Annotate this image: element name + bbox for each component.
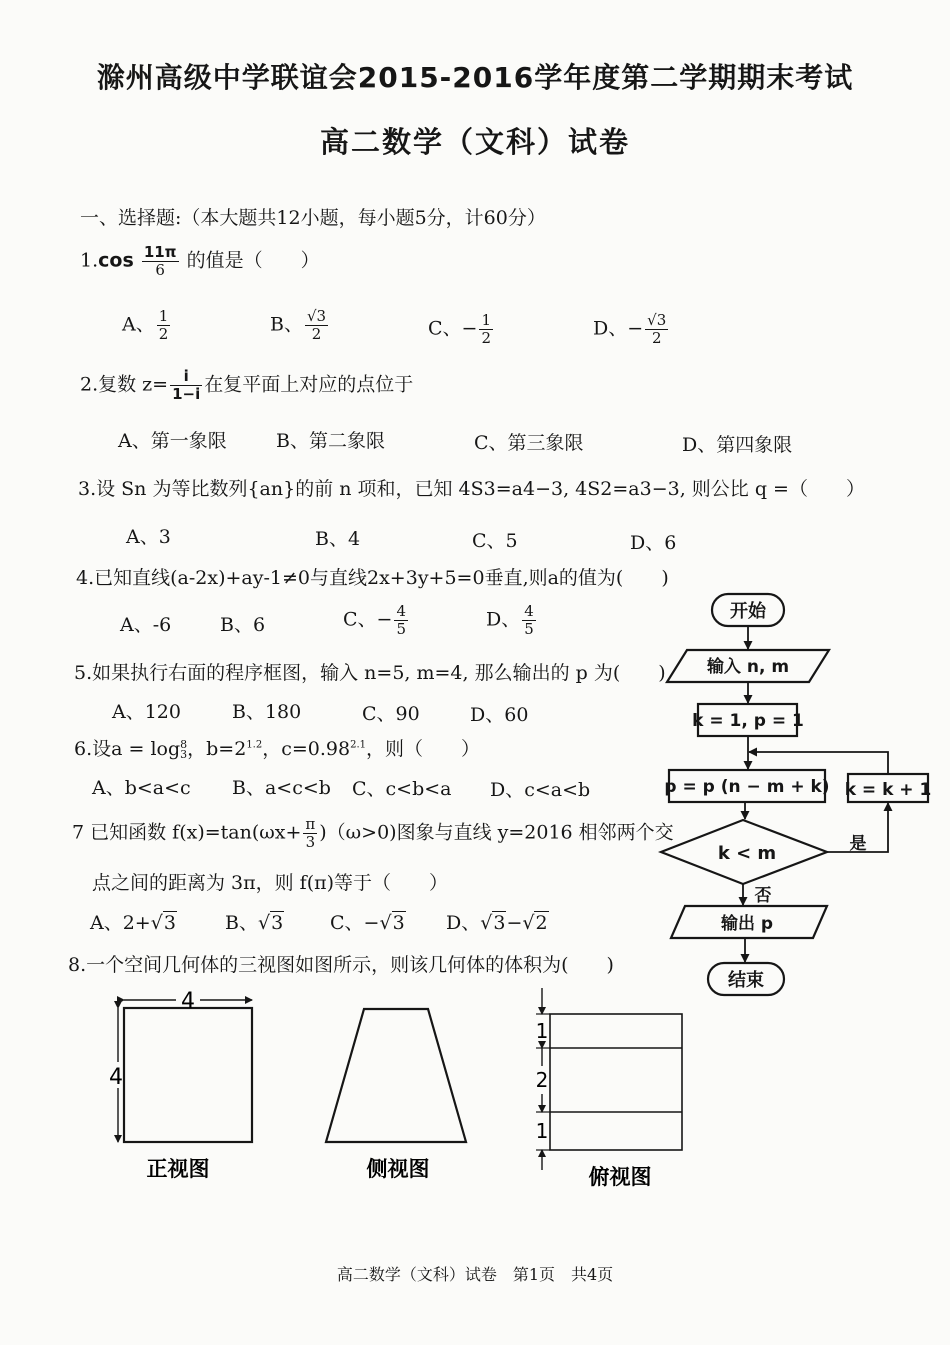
q1-opt-a-label: A、 [122,313,155,336]
q7-option-d: D、√3−√2 [446,912,548,934]
q1-tail: 的值是（ ） [186,249,320,272]
q4-c-num: 4 [396,602,407,620]
q4-opt-c-frac [394,603,408,638]
q1-opt-c-frac [479,312,493,347]
q1-opt-d-frac [645,312,668,347]
q4-opt-c-label: C、− [343,608,393,631]
q6-b-exp: 1.2 [246,739,263,751]
q1-opt-b-label: B、 [270,313,303,336]
q1-frac-num: 11π [143,243,177,261]
q1-option-d [593,312,670,347]
front-view [109,989,252,1142]
top-dim-seg2: 2 [535,1068,549,1092]
q4-d-num: 4 [524,602,534,620]
q1-number: 1. [80,249,99,272]
q7-d-pre: D、 [446,912,481,934]
section-heading: 一、选择题:（本大题共12小题，每小题5分，计60分） [80,207,546,229]
three-view-diagram [90,980,710,1195]
q7-d-mid: − [506,912,523,934]
question-1 [80,244,320,279]
q3-option-a: A、3 [126,526,171,548]
q4-c-den: 5 [396,620,407,638]
q7-d-rad2: 2 [535,912,548,934]
q6-option-a: A、b<a<c [92,777,191,799]
flow-condition-text: k < m [717,843,777,864]
flow-init-text: k = 1, p = 1 [692,711,804,731]
q1-d-num: √3 [647,311,667,329]
q4-d-den: 5 [524,620,534,638]
flow-increment-text: k = k + 1 [844,780,932,800]
flow-end-text: 结束 [728,970,764,991]
q7-frac-den: 3 [305,833,316,851]
q2-option-a: A、第一象限 [118,430,227,452]
side-view-trapezoid [326,1009,466,1142]
q6-option-d: D、c<a<b [490,779,591,801]
q1-a-num: 1 [158,307,169,325]
flowchart [655,588,940,1000]
q6-b-text: ，b=2 [187,738,247,760]
flow-input-text: 输入 n, m [706,657,790,677]
q1-frac-den: 6 [155,261,165,279]
top-dim-seg1: 1 [535,1019,549,1043]
q7-c-rad: 3 [392,912,405,934]
q1-c-num: 1 [481,311,492,329]
q1-c-den: 2 [481,329,492,347]
top-view-rect [550,1014,682,1150]
q3-option-c: C、5 [472,530,518,552]
q4-opt-d-label: D、 [486,608,521,631]
q2-option-d: D、第四象限 [682,434,793,456]
q5-option-d: D、60 [470,704,529,726]
top-view [536,988,682,1170]
q1-opt-a-frac [157,308,171,343]
q7-tail: )（ω>0)图象与直线 y=2016 相邻两个交 [319,821,674,844]
q1-b-num: √3 [306,307,327,325]
q7-prefix: 7 已知函数 f(x)=tan(ωx+ [72,821,302,844]
q7-b-rad: 3 [271,912,284,934]
q5-option-a: A、120 [112,701,181,723]
q2-option-c: C、第三象限 [474,432,584,454]
q1-opt-c-label: C、− [428,317,478,340]
q1-b-den: 2 [311,325,322,343]
height-dim-label: 4 [109,1065,123,1090]
width-dim-label: 4 [181,989,195,1014]
q7-a-rad: 3 [163,912,176,934]
q6-c-exp: 2.1 [350,739,366,751]
q2-frac-den: 1−i [172,385,201,403]
q2-frac-num: i [170,368,202,386]
q7-d-rad1: 3 [493,912,506,934]
q1-option-a [122,308,172,343]
q1-cos: cos [98,249,134,272]
q2-prefix: 2.复数 z= [80,373,169,396]
q3-option-b: B、4 [315,528,361,550]
q2-tail: 在复平面上对应的点位于 [204,373,414,396]
q6-log-sup: 8 [180,738,188,751]
flow-no-label: 否 [754,886,772,906]
flow-yes-label: 是 [849,834,867,854]
q4-option-d [486,603,538,638]
q1-a-den: 2 [158,325,169,343]
top-view-label: 俯视图 [588,1165,652,1189]
q6-c-text: ，c=0.98 [262,738,351,760]
q1-d-den: 2 [651,329,662,347]
q2-option-b: B、第二象限 [276,430,385,452]
q5-option-c: C、90 [362,703,420,725]
q4-option-b: B、6 [220,614,266,636]
q7-a-pre: A、2+ [90,912,151,934]
q6-option-c: C、c<b<a [352,778,452,800]
q1-opt-b-frac [305,308,328,343]
q7-option-b: B、√3 [225,912,284,934]
question-2 [80,368,413,403]
q1-option-b [270,308,330,343]
q7-frac-num: π [305,815,316,833]
question-3: 3.设 Sn 为等比数列{an}的前 n 项和，已知 4S3=a4−3, 4S2=a3−3, 则公比 q =（ ） [78,478,865,500]
question-7 [72,816,674,851]
q1-fraction [142,244,179,279]
q1-opt-d-label: D、− [593,317,644,340]
page-footer: 高二数学（文科）试卷 第1页 共4页 [336,1265,614,1284]
flow-process-text: p = p (n − m + k) [664,777,830,797]
exam-title: 滁州高级中学联谊会2015-2016学年度第二学期期末考试 [96,61,854,94]
q6-log-sub: 3 [180,748,188,761]
top-dim-seg3: 1 [535,1119,549,1143]
question-6 [74,734,480,761]
q4-option-c [343,603,410,638]
q6-tail: ，则（ ） [366,738,481,760]
q7-c-pre: C、− [330,912,380,934]
question-7-line2: 点之间的距离为 3π，则 f(π)等于（ ） [92,872,449,894]
q7-b-pre: B、 [225,912,258,934]
q7-fraction [303,816,317,851]
flow-start-text: 开始 [730,601,766,622]
q6-prefix: 6.设a = log [74,738,181,760]
q2-fraction [170,368,202,403]
question-8: 8.一个空间几何体的三视图如图所示，则该几何体的体积为( ) [68,954,614,976]
q7-option-c: C、−√3 [330,912,405,934]
q5-option-b: B、180 [232,701,302,723]
question-5: 5.如果执行右面的程序框图，输入 n=5, m=4, 那么输出的 p 为( ) [74,662,666,684]
exam-subtitle: 高二数学（文科）试卷 [319,125,630,159]
front-view-label: 正视图 [146,1157,210,1181]
q3-option-d: D、6 [630,532,677,554]
q1-option-c [428,312,495,347]
q6-option-b: B、a<c<b [232,777,331,799]
question-4: 4.已知直线(a-2x)+ay-1≠0与直线2x+3y+5=0垂直,则a的值为( ) [76,567,669,589]
flow-output-text: 输出 p [720,914,774,934]
q4-option-a: A、-6 [120,614,172,636]
front-view-square [124,1008,252,1142]
q4-opt-d-frac [522,603,536,638]
q7-option-a: A、2+√3 [90,912,176,934]
side-view-label: 侧视图 [366,1157,430,1181]
